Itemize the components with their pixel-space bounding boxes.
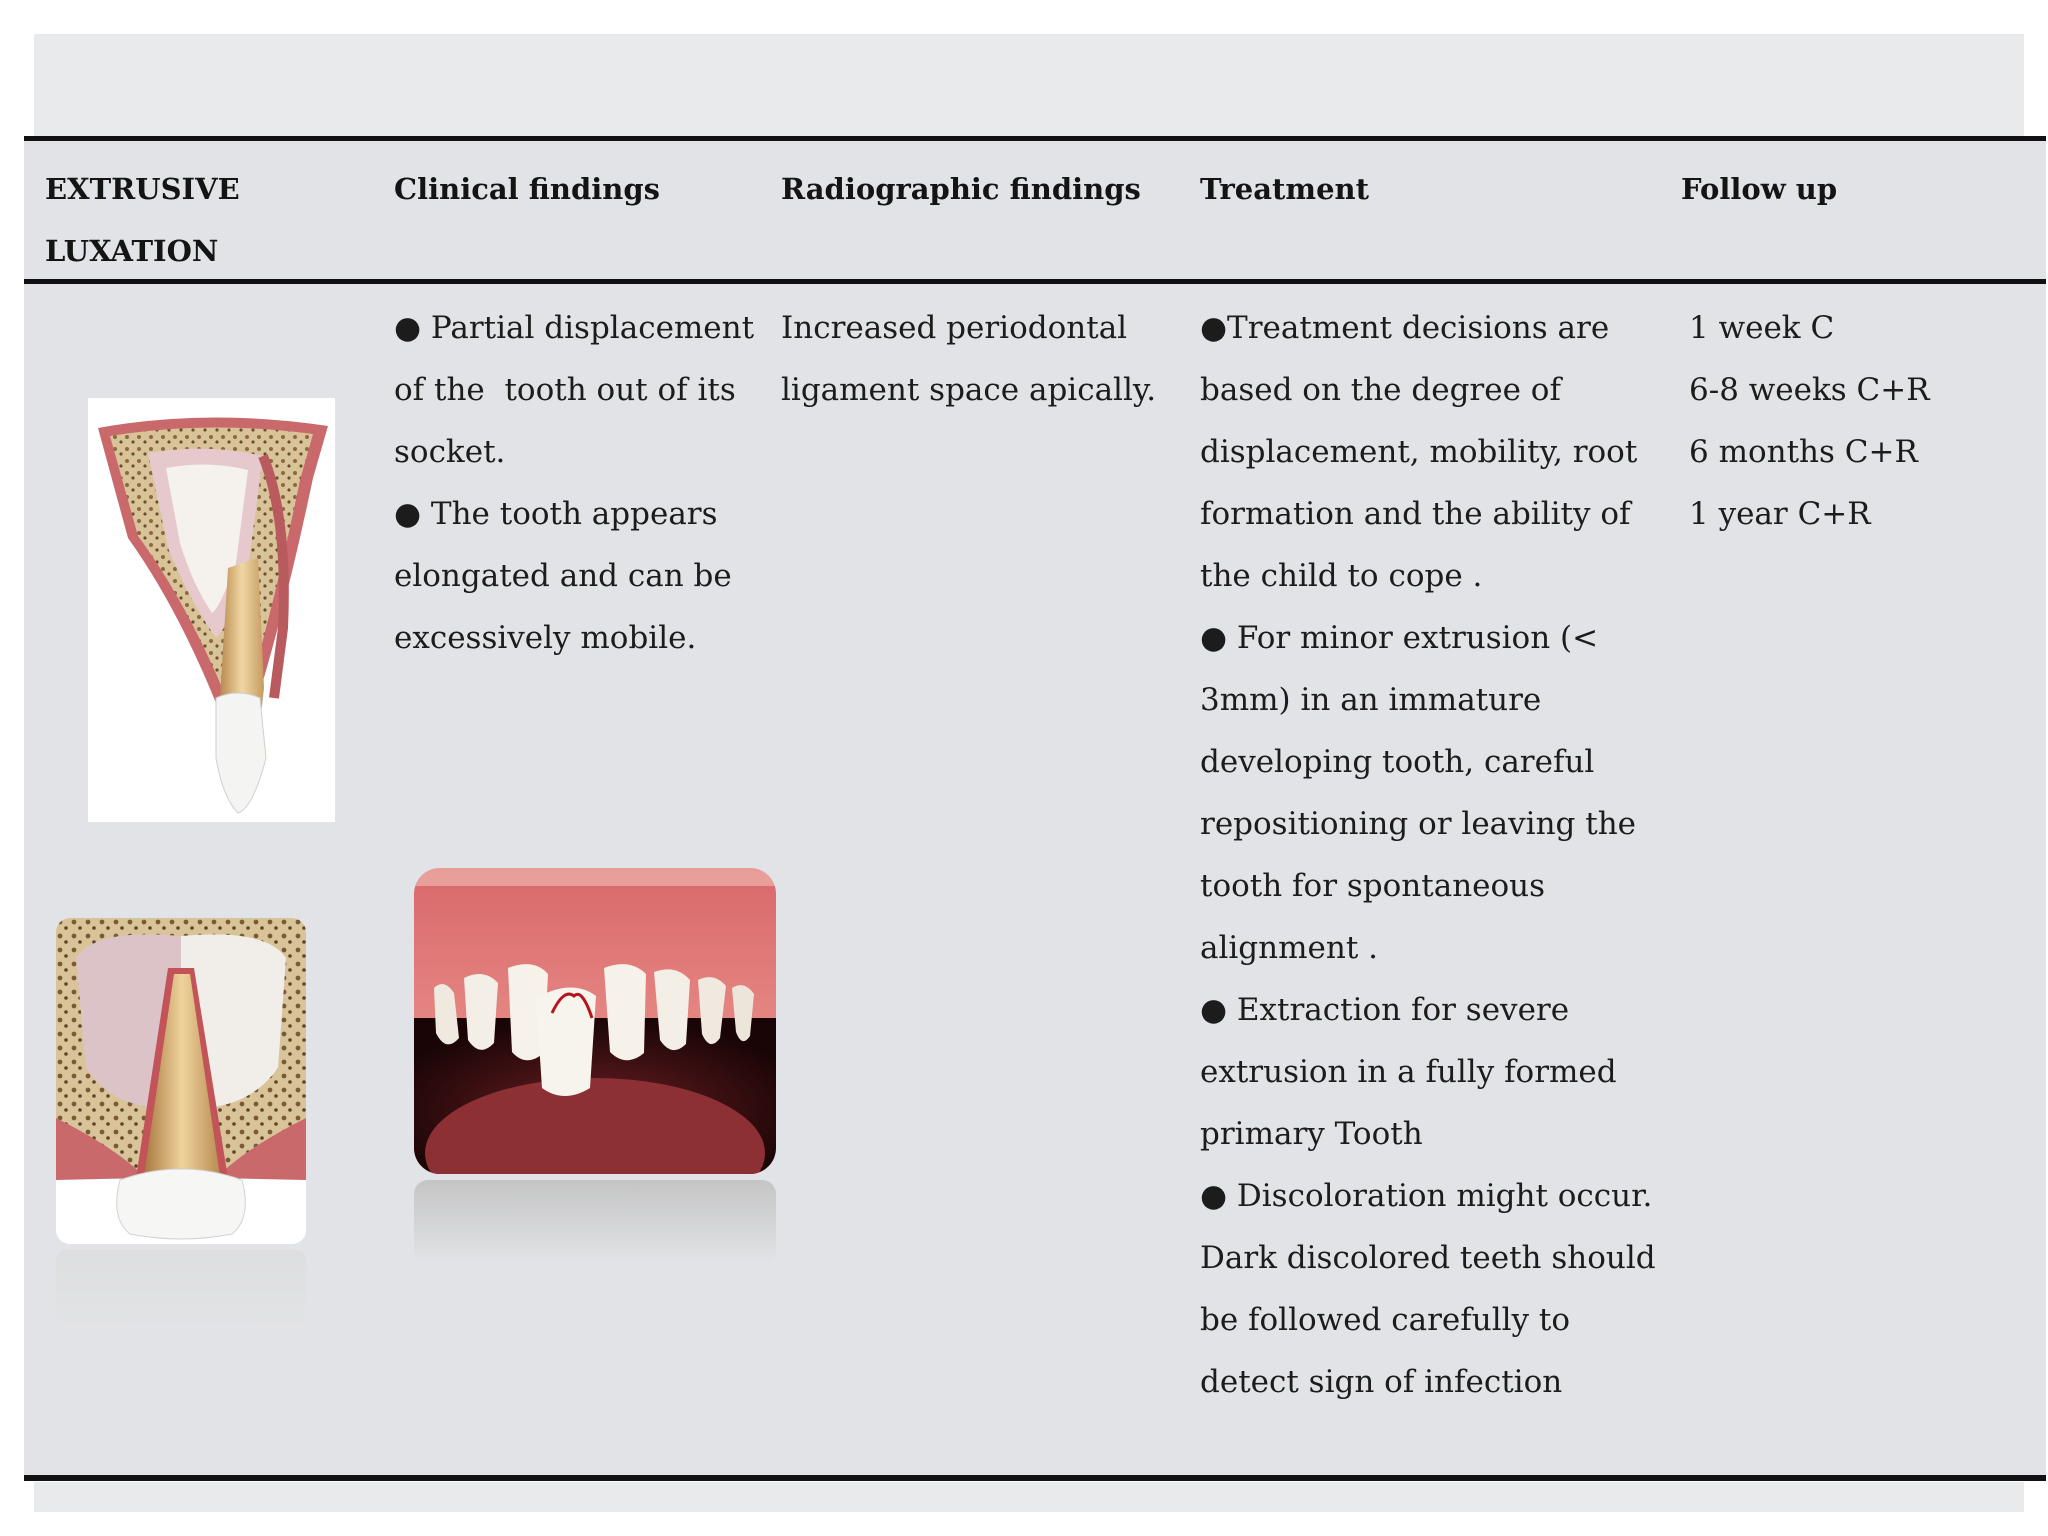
extruded-incisor-photo <box>414 868 776 1174</box>
text-line: Increased periodontal <box>781 310 1128 346</box>
text-line: ●Treatment decisions are <box>1200 310 1610 346</box>
photo-reflection <box>414 1180 776 1264</box>
tooth-cross-section-illustration <box>88 398 335 822</box>
text-line: socket. <box>394 434 506 470</box>
text-line: 3mm) in an immature <box>1200 682 1542 718</box>
treatment-cell <box>1200 297 1656 1413</box>
text-line: elongated and can be <box>394 558 732 594</box>
text-line: be followed carefully to <box>1200 1302 1571 1338</box>
text-line: developing tooth, careful <box>1200 744 1595 780</box>
text-line: Dark discolored teeth should <box>1200 1240 1656 1276</box>
top-band <box>34 34 2024 139</box>
text-line: based on the degree of <box>1200 372 1561 408</box>
header-treatment: Treatment <box>1200 172 1370 206</box>
text-line: 6 months C+R <box>1689 434 1918 470</box>
text-line: 1 week C <box>1689 310 1835 346</box>
text-line: detect sign of infection <box>1200 1364 1563 1400</box>
text-line: ● Partial displacement <box>394 310 755 346</box>
bottom-band <box>34 1482 2024 1512</box>
text-line: ● Extraction for severe <box>1200 992 1570 1028</box>
header-clinical-findings: Clinical findings <box>394 172 660 206</box>
text-line: 1 year C+R <box>1689 496 1871 532</box>
text-line: ● For minor extrusion (< <box>1200 620 1599 656</box>
tooth-cross-section-icon <box>88 398 335 822</box>
clinical-findings-cell <box>394 297 754 669</box>
text-line: displacement, mobility, root <box>1200 434 1638 470</box>
extruded-incisor-icon <box>414 868 776 1174</box>
tooth-socket-illustration <box>56 918 306 1244</box>
text-line: repositioning or leaving the <box>1200 806 1637 842</box>
text-line: primary Tooth <box>1200 1116 1423 1152</box>
header-follow-up: Follow up <box>1681 172 1838 206</box>
text-line: ● Discoloration might occur. <box>1200 1178 1653 1214</box>
text-line: of the tooth out of its <box>394 372 736 408</box>
header-rule <box>24 279 2046 284</box>
text-line: tooth for spontaneous <box>1200 868 1546 904</box>
table-bottom-rule <box>24 1475 2046 1481</box>
header-line-2: LUXATION <box>45 234 219 268</box>
table-top-rule <box>24 136 2046 141</box>
header-radiographic-findings: Radiographic findings <box>781 172 1141 206</box>
text-line: ● The tooth appears <box>394 496 718 532</box>
header-extrusive-luxation <box>45 158 240 282</box>
radiographic-findings-cell <box>781 297 1156 421</box>
text-line: formation and the ability of <box>1200 496 1631 532</box>
text-line: the child to cope . <box>1200 558 1483 594</box>
text-line: excessively mobile. <box>394 620 697 656</box>
tooth-socket-icon <box>56 918 306 1244</box>
follow-up-cell <box>1689 297 1930 545</box>
header-line-1: EXTRUSIVE <box>45 172 240 206</box>
text-line: 6-8 weeks C+R <box>1689 372 1930 408</box>
text-line: extrusion in a fully formed <box>1200 1054 1617 1090</box>
text-line: alignment . <box>1200 930 1378 966</box>
illustration-reflection <box>56 1250 306 1330</box>
text-line: ligament space apically. <box>781 372 1157 408</box>
